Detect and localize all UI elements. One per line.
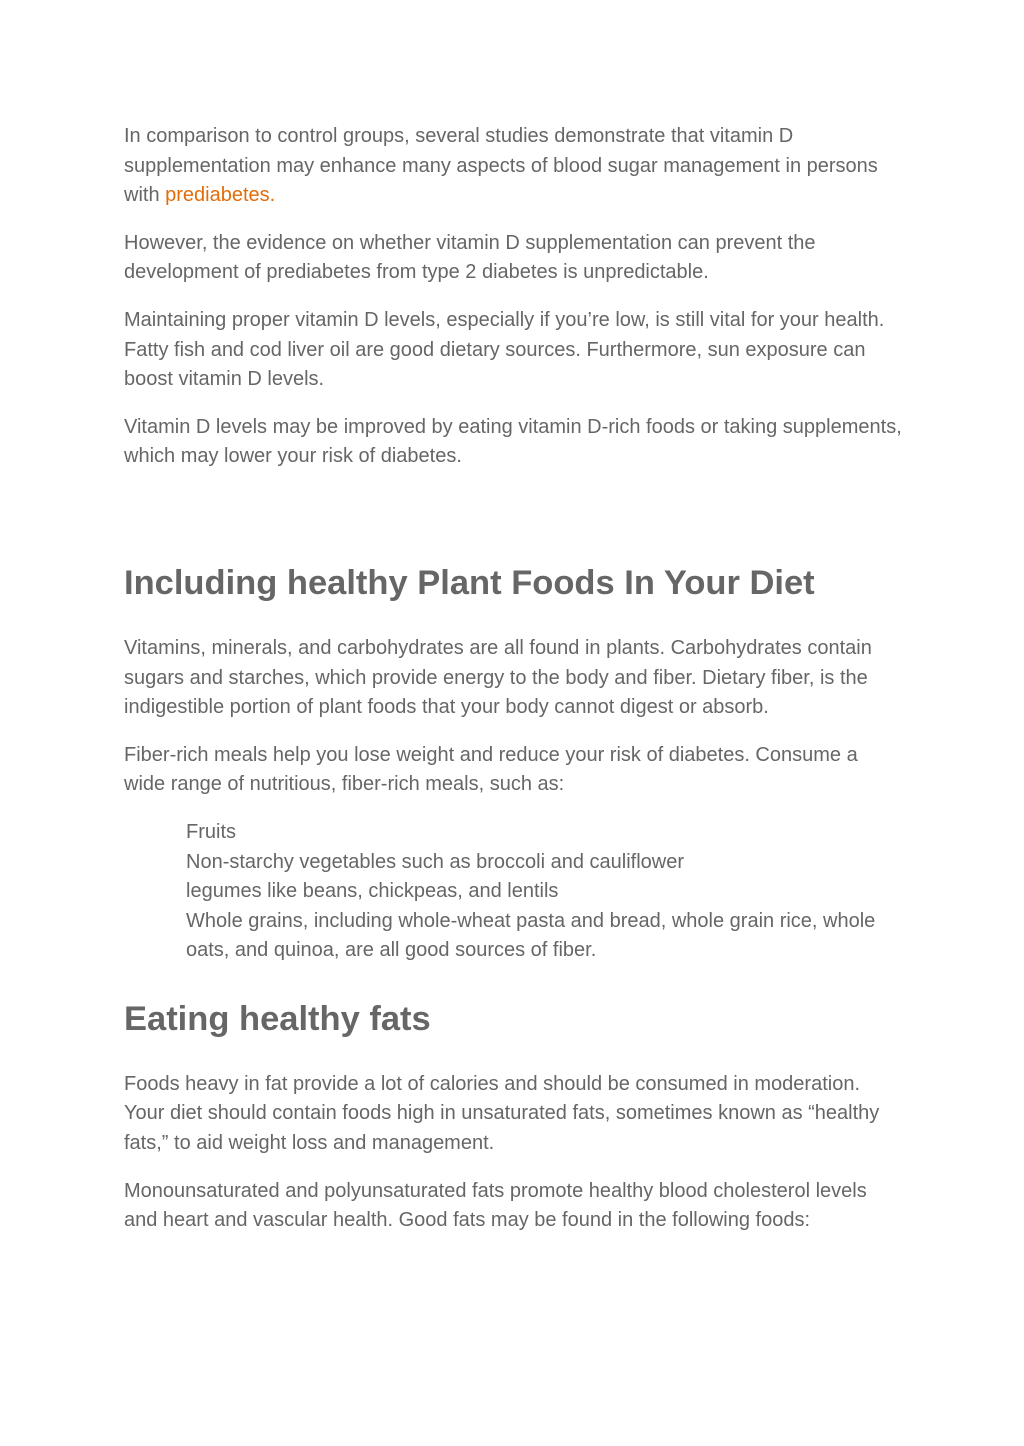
paragraph-good-fats: Monounsaturated and polyunsaturated fats promote healthy blood cholesterol levels and heart and vascular health. Good fats may be found in the following foods: <box>124 1179 867 1232</box>
paragraph-fiber-meals: Fiber-rich meals help you lose weight and reduce your risk of diabetes. Consume a wide range of nutritious, fiber-rich meals, such as: <box>124 743 858 796</box>
paragraph-text: In comparison to control groups, several studies demonstrate that vitamin D supplementation may enhance many aspects of blood sugar management in persons with <box>124 125 878 207</box>
paragraph-evidence: However, the evidence on whether vitamin D supplementation can prevent the development of prediabetes from type 2 diabetes is unpredictable. <box>124 231 816 284</box>
list-item: Fruits <box>186 820 236 843</box>
paragraph-maintaining-levels: Maintaining proper vitamin D levels, especially if you’re low, is still vital for your health. Fatty fish and cod liver oil are good dietary sources. Furthermore, sun exposure can boost vitamin D levels. <box>124 308 885 391</box>
healthy-fats-section <box>124 996 904 1236</box>
paragraph-plants-nutrients: Vitamins, minerals, and carbohydrates are all found in plants. Carbohydrates contain sugars and starches, which provide energy to the body and fiber. Dietary fiber, is the indigestible portion of plant foods that your body cannot digest or absorb. <box>124 636 872 719</box>
heading-healthy-fats: Eating healthy fats <box>124 999 431 1038</box>
list-item: Non-starchy vegetables such as broccoli and cauliflower <box>186 850 685 873</box>
paragraph-vitamin-d-studies <box>124 122 904 211</box>
vitamin-d-section <box>124 122 904 472</box>
heading-plant-foods: Including healthy Plant Foods In Your Diet <box>124 563 815 602</box>
list-item: Whole grains, including whole-wheat pasta and bread, whole grain rice, whole oats, and quinoa, are all good sources of fiber. <box>186 909 876 962</box>
paragraph-vitamin-d-foods: Vitamin D levels may be improved by eating vitamin D-rich foods or taking supplements, which may lower your risk of diabetes. <box>124 415 902 468</box>
fiber-foods-list <box>124 818 904 966</box>
section-spacer <box>124 490 904 560</box>
document-page <box>124 122 904 1254</box>
prediabetes-link[interactable]: prediabetes. <box>165 184 276 207</box>
list-item: legumes like beans, chickpeas, and lentils <box>186 880 559 903</box>
plant-foods-section <box>124 560 904 966</box>
paragraph-fat-calories: Foods heavy in fat provide a lot of calories and should be consumed in moderation. Your diet should contain foods high in unsaturated fats, sometimes known as “healthy fats,” to aid weight loss and management. <box>124 1072 880 1155</box>
